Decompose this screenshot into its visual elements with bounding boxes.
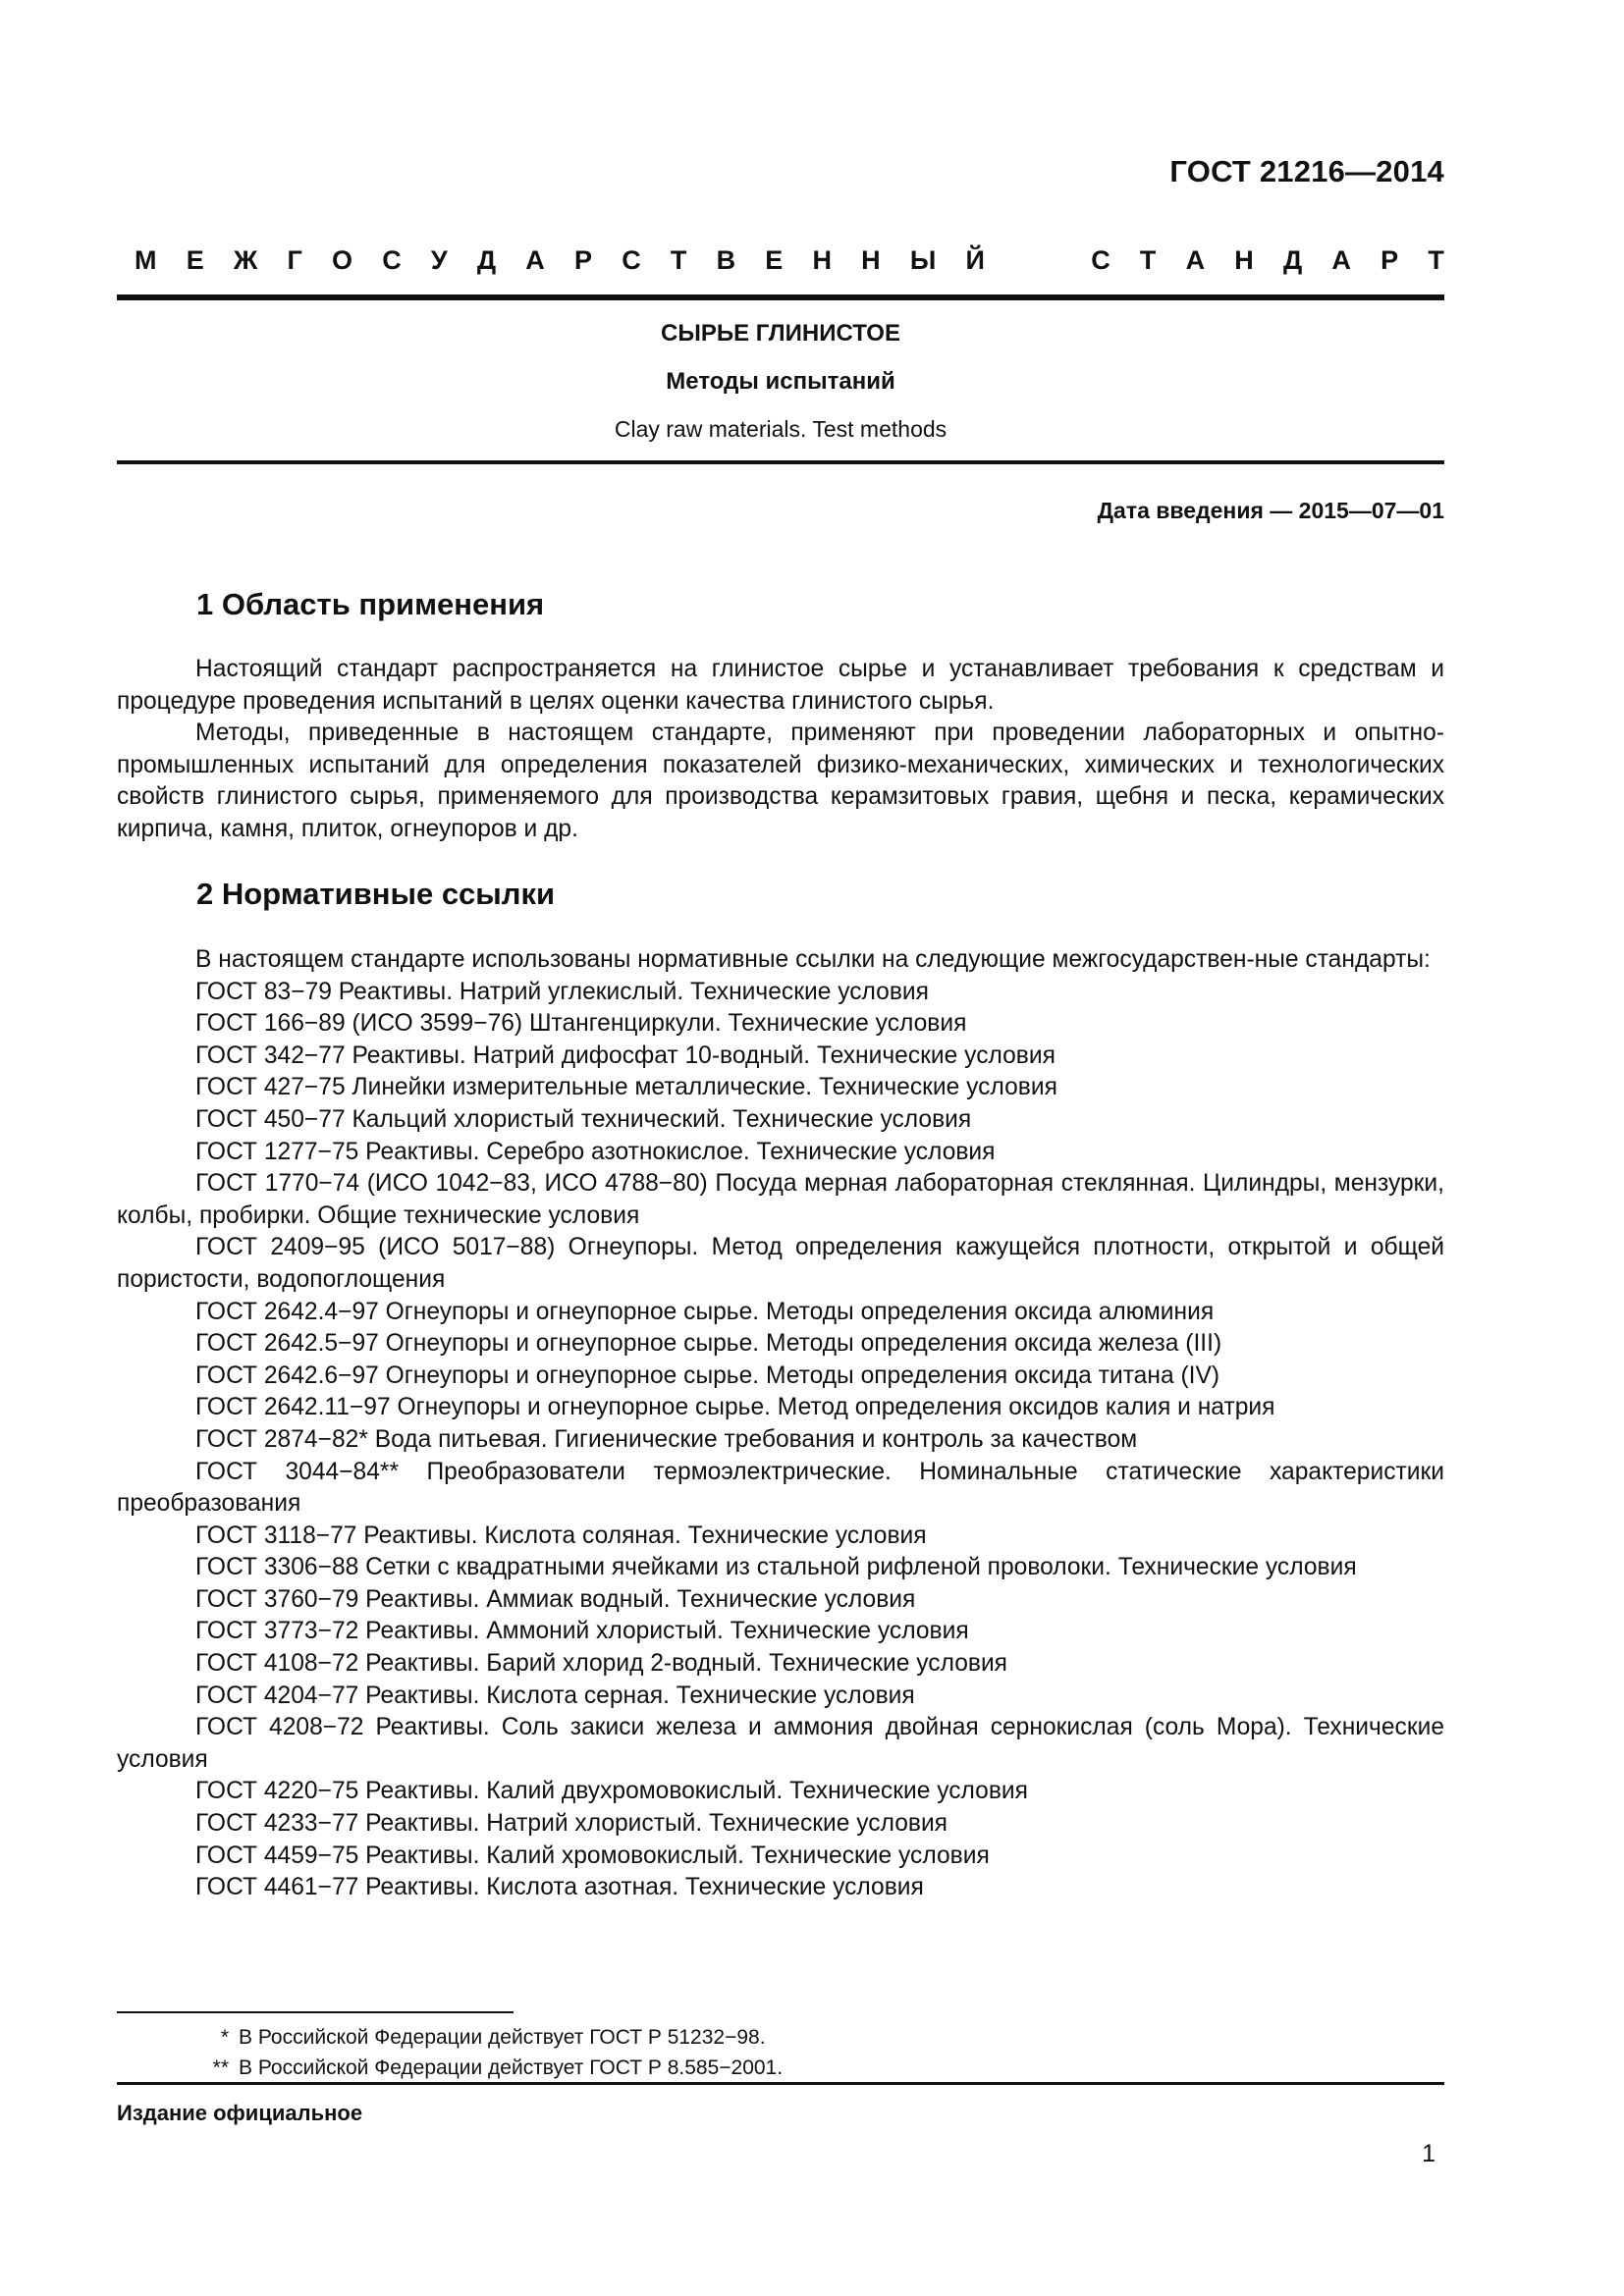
heading-letter: Р [573,245,592,275]
footnote [117,2053,783,2083]
standard-type-heading [135,245,1444,276]
footnote [117,2022,783,2053]
heading-letter: О [331,245,352,275]
footnote-text: В Российской Федерации действует ГОСТ Р 51232−98. [239,2026,766,2049]
heading-letter: Н [1234,245,1254,275]
heading-letter: Т [1139,245,1157,275]
top-rule [117,294,1444,300]
reference-item: ГОСТ 83−79 Реактивы. Натрий углекислый. Технические условия [195,978,929,1005]
section-1-body [117,654,1444,846]
heading-letter: Е [765,245,784,275]
document-title: СЫРЬЕ ГЛИНИСТОЕ [661,320,900,347]
reference-item: ГОСТ 2642.6−97 Огнеупоры и огнеупорное сырье. Методы определения оксида титана (IV) [195,1362,1220,1389]
reference-item: ГОСТ 3044−84** Преобразователи термоэлектрические. Номинальные статические характеристики преобразования [117,1458,1444,1518]
footnote-separator [117,2011,514,2013]
footer-rule [117,2082,1444,2085]
heading-letter: А [525,245,545,275]
heading-letter: С [382,245,402,275]
introduction-date: Дата введения — 2015—07—01 [1097,498,1444,523]
reference-item: ГОСТ 3773−72 Реактивы. Аммоний хлористый. Технические условия [195,1618,969,1645]
reference-item: ГОСТ 3760−79 Реактивы. Аммиак водный. Технические условия [195,1585,916,1613]
heading-letter: Ж [233,245,258,275]
heading-letter: Д [476,245,497,275]
reference-list [117,977,1444,1904]
reference-item: ГОСТ 4220−75 Реактивы. Калий двухромовокислый. Технические условия [195,1778,1028,1805]
heading-letter: Е [186,245,204,275]
heading-letter: С [1091,245,1110,275]
section-1-heading: 1 Область применения [196,587,545,621]
heading-letter: Й [965,245,985,275]
document-subtitle: Методы испытаний [666,368,895,395]
reference-item: ГОСТ 342−77 Реактивы. Натрий дифосфат 10-водный. Технические условия [195,1041,1056,1069]
title-bottom-rule [117,460,1444,464]
footnote-text: В Российской Федерации действует ГОСТ Р 8.585−2001. [239,2056,784,2079]
heading-letter: Д [1282,245,1303,275]
reference-item: ГОСТ 1770−74 (ИСО 1042−83, ИСО 4788−80) Посуда мерная лабораторная стеклянная. Цилиндры, мензурки, колбы, пробирки. Общие технические условия [117,1170,1444,1229]
section-1-paragraph: Настоящий стандарт распространяется на глинистое сырье и устанавливает требования к средствам и процедуре проведения испытаний в целях оценки качества глинистого сырья. [117,656,1444,715]
heading-letter: С [622,245,641,275]
reference-item: ГОСТ 3306−88 Сетки с квадратными ячейками из стальной рифленой проволоки. Технические условия [195,1554,1357,1581]
section-1-paragraph: Методы, приведенные в настоящем стандарте, применяют при проведении лабораторных и опытно-промышленных испытаний для определения показателей физико-механических, химических и технологических свойств глинистого сырья, применяемого для производства керамзитовых гравия, щебня и песка, керамических кирпича, камня, плиток, огнеупоров и др. [117,720,1444,842]
reference-item: ГОСТ 427−75 Линейки измерительные металлические. Технические условия [195,1074,1057,1101]
footnotes [117,2022,783,2083]
section-2-body [117,944,1444,1904]
heading-letter: Р [1380,245,1399,275]
reference-item: ГОСТ 450−77 Кальций хлористый технический. Технические условия [195,1105,972,1133]
reference-item: ГОСТ 4233−77 Реактивы. Натрий хлористый. Технические условия [195,1810,947,1838]
heading-letter: У [430,245,448,275]
reference-item: ГОСТ 4461−77 Реактивы. Кислота азотная. Технические условия [195,1874,924,1901]
reference-item: ГОСТ 2642.11−97 Огнеупоры и огнеупорное сырье. Метод определения оксидов калия и натрия [195,1394,1275,1421]
heading-letter: Ы [909,245,937,275]
reference-item: ГОСТ 166−89 (ИСО 3599−76) Штангенциркули. Технические условия [195,1010,967,1038]
heading-letter: М [135,245,157,275]
reference-item: ГОСТ 4108−72 Реактивы. Барий хлорид 2-водный. Технические условия [195,1650,1007,1678]
reference-item: ГОСТ 4208−72 Реактивы. Соль закиси железа и аммония двойная сернокислая (соль Мора). Технические условия [117,1714,1444,1773]
reference-item: ГОСТ 2642.5−97 Огнеупоры и огнеупорное сырье. Методы определения оксида железа (III) [195,1330,1222,1358]
heading-letter: В [716,245,736,275]
footnote-mark: ** [212,2056,229,2079]
reference-item: ГОСТ 4204−77 Реактивы. Кислота серная. Технические условия [195,1682,915,1709]
reference-item: ГОСТ 2874−82* Вода питьевая. Гигиенические требования и контроль за качеством [195,1425,1138,1453]
heading-letter: Н [861,245,881,275]
section-2-intro: В настоящем стандарте использованы нормативные ссылки на следующие межгосударствен-ные стандарты: [195,946,1431,973]
page-number: 1 [1422,2140,1435,2167]
heading-letter: А [1185,245,1206,275]
heading-letter: А [1331,245,1351,275]
reference-item: ГОСТ 2409−95 (ИСО 5017−88) Огнеупоры. Метод определения кажущейся плотности, открытой и общей пористости, водопоглощения [117,1234,1444,1293]
reference-item: ГОСТ 1277−75 Реактивы. Серебро азотнокислое. Технические условия [195,1138,996,1165]
heading-letter: Н [812,245,832,275]
heading-letter: Г [287,245,302,275]
document-number: ГОСТ 21216—2014 [1169,154,1444,188]
reference-item: ГОСТ 4459−75 Реактивы. Калий хромовокислый. Технические условия [195,1842,990,1869]
footnote-mark: * [220,2026,229,2049]
official-edition-label: Издание официальное [117,2101,363,2125]
heading-letter: Т [1428,245,1444,275]
document-title-english: Clay raw materials. Test methods [614,416,947,442]
heading-letter-gap [1014,245,1061,276]
section-2-heading: 2 Нормативные ссылки [196,877,556,911]
reference-item: ГОСТ 3118−77 Реактивы. Кислота соляная. Технические условия [195,1522,927,1549]
heading-letter: Т [670,245,687,275]
reference-item: ГОСТ 2642.4−97 Огнеупоры и огнеупорное сырье. Методы определения оксида алюминия [195,1298,1215,1325]
